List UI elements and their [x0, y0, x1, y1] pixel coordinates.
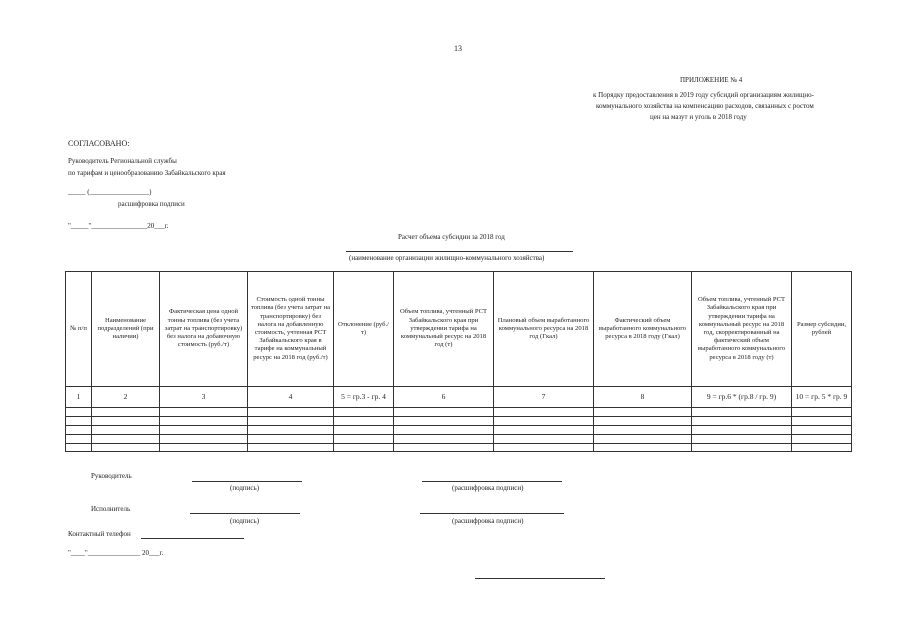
column-number-cell: 3	[160, 387, 248, 408]
appendix-line-1: к Порядку предоставления в 2019 году субсидий организациям жилищно-	[593, 91, 814, 99]
header-cell: Фактический объем выработанного коммунального ресурса в 2018 году (Гкал)	[594, 272, 692, 387]
header-cell: Наименование подразделений (при наличии)	[92, 272, 160, 387]
column-number-cell: 5 = гр.3 - гр. 4	[334, 387, 394, 408]
head-label: Руководитель	[91, 472, 132, 480]
table-row	[66, 444, 852, 452]
header-cell: № п/п	[66, 272, 92, 387]
column-number-cell: 1	[66, 387, 92, 408]
head-signature-caption: (подпись)	[230, 484, 260, 492]
header-cell: Плановый объем выработанного коммунального ресурса на 2018 год (Гкал)	[494, 272, 594, 387]
table-row	[66, 417, 852, 426]
organization-name-line	[346, 251, 573, 252]
column-number-cell: 6	[394, 387, 494, 408]
bottom-rule	[475, 578, 605, 579]
head-decoding-caption: (расшифровка подписи)	[452, 484, 524, 492]
executor-label: Исполнитель	[91, 505, 131, 513]
appendix-line-3: цен на мазут и уголь в 2018 году	[650, 113, 747, 121]
header-cell: Стоимость одной тонны топлива (без учета затрат на транспортировку) без налога на добавленную стоимость, учтенная РСТ Забайкальского края в тарифе на коммунальный ресурс на 2018 год (руб./т)	[248, 272, 334, 387]
footer-date-line: "____"_______________ 20___г.	[68, 549, 164, 557]
column-number-cell: 9 = гр.6 * (гр.8 / гр. 9)	[692, 387, 792, 408]
column-number-cell: 7	[494, 387, 594, 408]
subsidy-calculation-table	[65, 271, 852, 452]
executor-signature-caption: (подпись)	[230, 517, 260, 525]
organization-name-caption: (наименование организации жилищно-коммунального хозяйства)	[349, 254, 545, 262]
executor-decoding-caption: (расшифровка подписи)	[452, 517, 524, 525]
header-cell: Объем топлива, учтенный РСТ Забайкальского края при утверждении тарифа на коммунальный ресурс на 2018 год, скорректированный на фактический объем выработанного коммунального ресурса в 2018 году (т)	[692, 272, 792, 387]
approval-heading: СОГЛАСОВАНО:	[68, 139, 130, 148]
column-number-cell: 2	[92, 387, 160, 408]
header-cell: Отклонение (руб./т)	[334, 272, 394, 387]
header-cell: Фактическая цена одной тонны топлива (без учета затрат на транспортировку) без налога на добавочную стоимость (руб./т)	[160, 272, 248, 387]
table-row	[66, 435, 852, 444]
approval-signature-caption: расшифровка подписи	[118, 200, 185, 208]
table-row	[66, 426, 852, 435]
executor-decoding-line	[420, 513, 564, 514]
header-cell: Размер субсидии, рублей	[792, 272, 852, 387]
column-number-cell: 10 = гр. 5 * гр. 9	[792, 387, 852, 408]
executor-signature-line	[190, 513, 300, 514]
contact-phone-line	[141, 538, 244, 539]
document-title: Расчет объема субсидии за 2018 год	[398, 233, 505, 241]
column-number-cell: 4	[248, 387, 334, 408]
appendix-title: ПРИЛОЖЕНИЕ № 4	[680, 76, 743, 84]
approval-date-line: "_____"________________20___г.	[68, 222, 169, 230]
approval-signature-line: _____ (_________________)	[68, 188, 152, 196]
appendix-line-2: коммунального хозяйства на компенсацию расходов, связанных с ростом	[596, 102, 814, 110]
table-row	[66, 408, 852, 417]
head-signature-line	[192, 481, 302, 482]
header-cell: Объем топлива, учтенный РСТ Забайкальского края при утверждении тарифа на коммунальный ресурс на 2018 год (т)	[394, 272, 494, 387]
column-number-cell: 8	[594, 387, 692, 408]
head-decoding-line	[422, 481, 562, 482]
approval-position-line-2: по тарифам и ценообразованию Забайкальского края	[68, 169, 226, 177]
page-number: 13	[454, 44, 462, 53]
contact-phone-label: Контактный телефон	[68, 530, 131, 538]
approval-position-line-1: Руководитель Региональной службы	[68, 157, 177, 165]
